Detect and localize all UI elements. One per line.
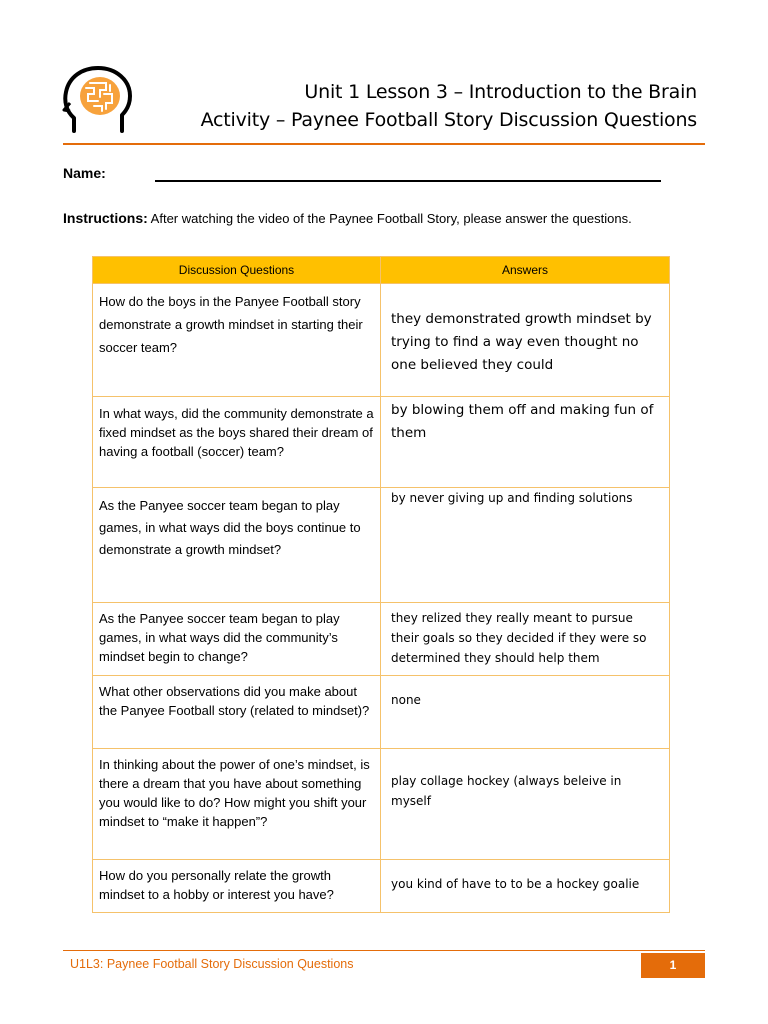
answer-cell (381, 603, 670, 676)
name-blank-line (155, 180, 661, 182)
table-header-row (93, 257, 670, 284)
instructions-text: After watching the video of the Paynee Football Story, please answer the questions. (147, 211, 632, 226)
answer-cell (381, 284, 670, 397)
answer-text: you kind of have to to be a hockey goalie (391, 877, 640, 891)
table-row (93, 676, 670, 749)
answer-cell (381, 397, 670, 488)
answer-text: none (391, 693, 421, 707)
table-row (93, 488, 670, 603)
question-cell (93, 397, 381, 488)
question-text: What other observations did you make about the Panyee Football story (related to mindset)? (99, 684, 370, 718)
question-cell (93, 488, 381, 603)
table-row (93, 603, 670, 676)
footer-text: U1L3: Paynee Football Story Discussion Questions (70, 957, 354, 971)
answer-cell (381, 676, 670, 749)
instructions (63, 209, 713, 228)
question-text: In what ways, did the community demonstrate a fixed mindset as the boys shared their dream of having a football (soccer) team? (99, 406, 374, 459)
table-row (93, 860, 670, 913)
instructions-label: Instructions: (63, 210, 148, 226)
question-text: As the Panyee soccer team began to play games, in what ways did the community’s mindset begin to change? (99, 611, 340, 664)
table-row (93, 397, 670, 488)
question-text: As the Panyee soccer team began to play games, in what ways did the boys continue to demonstrate a growth mindset? (99, 498, 361, 557)
footer-divider (63, 950, 705, 951)
question-text: How do you personally relate the growth mindset to a hobby or interest you have? (99, 868, 334, 902)
answer-text: they demonstrated growth mindset by trying to find a way even thought no one believed they could (391, 311, 652, 373)
answer-text: they relized they really meant to pursue their goals so they decided if they were so determined they should help them (391, 611, 647, 665)
table-row (93, 749, 670, 860)
answer-text: by blowing them off and making fun of them (391, 402, 654, 441)
answer-cell (381, 749, 670, 860)
question-cell (93, 676, 381, 749)
question-cell (93, 284, 381, 397)
answer-text: by never giving up and finding solutions (391, 491, 633, 505)
question-cell (93, 749, 381, 860)
column-header-questions: Discussion Questions (93, 257, 381, 284)
discussion-table (92, 256, 670, 913)
column-header-answers: Answers (381, 257, 670, 284)
answer-cell (381, 860, 670, 913)
answer-text: play collage hockey (always beleive in myself (391, 774, 622, 808)
brain-maze-head-logo (60, 63, 140, 143)
question-cell (93, 603, 381, 676)
question-cell (93, 860, 381, 913)
name-label: Name: (63, 165, 106, 181)
page-title (201, 78, 697, 134)
table-row (93, 284, 670, 397)
header-divider (63, 143, 705, 145)
question-text: How do the boys in the Panyee Football story demonstrate a growth mindset in starting their soccer team? (99, 294, 363, 355)
page-number: 1 (641, 953, 705, 978)
title-line-2: Activity – Paynee Football Story Discussion Questions (200, 109, 697, 131)
answer-cell (381, 488, 670, 603)
question-text: In thinking about the power of one’s mindset, is there a dream that you have about something you would like to do? How might you shift your mindset to “make it happen”? (99, 757, 370, 829)
title-line-1: Unit 1 Lesson 3 – Introduction to the Brain (304, 81, 697, 103)
